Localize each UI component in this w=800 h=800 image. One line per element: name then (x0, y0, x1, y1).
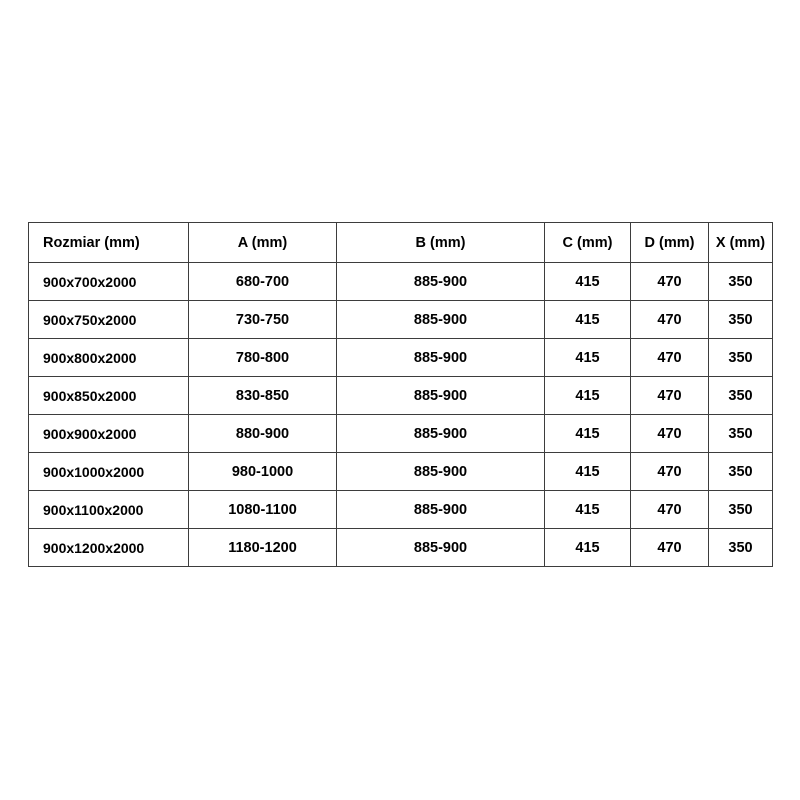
specification-table (28, 222, 773, 567)
cell-b: 885-900 (337, 453, 545, 491)
cell-x: 350 (709, 263, 773, 301)
cell-c: 415 (545, 529, 631, 567)
column-header-a: A (mm) (189, 223, 337, 263)
cell-a: 680-700 (189, 263, 337, 301)
cell-d: 470 (631, 339, 709, 377)
cell-x: 350 (709, 377, 773, 415)
cell-d: 470 (631, 453, 709, 491)
cell-b: 885-900 (337, 263, 545, 301)
cell-x: 350 (709, 415, 773, 453)
specification-table-container (28, 222, 772, 567)
cell-a: 780-800 (189, 339, 337, 377)
cell-c: 415 (545, 377, 631, 415)
cell-b: 885-900 (337, 415, 545, 453)
cell-size: 900x1100x2000 (29, 491, 189, 529)
cell-c: 415 (545, 263, 631, 301)
column-header-c: C (mm) (545, 223, 631, 263)
column-header-b: B (mm) (337, 223, 545, 263)
table-header-row (29, 223, 773, 263)
table-row (29, 415, 773, 453)
cell-d: 470 (631, 377, 709, 415)
cell-b: 885-900 (337, 491, 545, 529)
column-header-x: X (mm) (709, 223, 773, 263)
cell-d: 470 (631, 301, 709, 339)
cell-c: 415 (545, 301, 631, 339)
table-row (29, 529, 773, 567)
table-row (29, 263, 773, 301)
cell-a: 880-900 (189, 415, 337, 453)
cell-b: 885-900 (337, 529, 545, 567)
cell-d: 470 (631, 263, 709, 301)
cell-d: 470 (631, 491, 709, 529)
cell-c: 415 (545, 415, 631, 453)
cell-a: 830-850 (189, 377, 337, 415)
table-row (29, 377, 773, 415)
cell-size: 900x700x2000 (29, 263, 189, 301)
column-header-d: D (mm) (631, 223, 709, 263)
cell-b: 885-900 (337, 377, 545, 415)
cell-a: 980-1000 (189, 453, 337, 491)
cell-a: 1080-1100 (189, 491, 337, 529)
table-row (29, 453, 773, 491)
cell-x: 350 (709, 491, 773, 529)
column-header-size: Rozmiar (mm) (29, 223, 189, 263)
table-row (29, 339, 773, 377)
cell-c: 415 (545, 339, 631, 377)
cell-b: 885-900 (337, 301, 545, 339)
cell-size: 900x750x2000 (29, 301, 189, 339)
cell-size: 900x800x2000 (29, 339, 189, 377)
table-row (29, 301, 773, 339)
table-header (29, 223, 773, 263)
cell-size: 900x1200x2000 (29, 529, 189, 567)
cell-c: 415 (545, 453, 631, 491)
cell-x: 350 (709, 339, 773, 377)
cell-a: 730-750 (189, 301, 337, 339)
cell-d: 470 (631, 415, 709, 453)
cell-c: 415 (545, 491, 631, 529)
cell-d: 470 (631, 529, 709, 567)
cell-x: 350 (709, 453, 773, 491)
table-body (29, 263, 773, 567)
table-row (29, 491, 773, 529)
cell-size: 900x850x2000 (29, 377, 189, 415)
cell-size: 900x900x2000 (29, 415, 189, 453)
cell-size: 900x1000x2000 (29, 453, 189, 491)
cell-x: 350 (709, 529, 773, 567)
cell-x: 350 (709, 301, 773, 339)
cell-a: 1180-1200 (189, 529, 337, 567)
cell-b: 885-900 (337, 339, 545, 377)
